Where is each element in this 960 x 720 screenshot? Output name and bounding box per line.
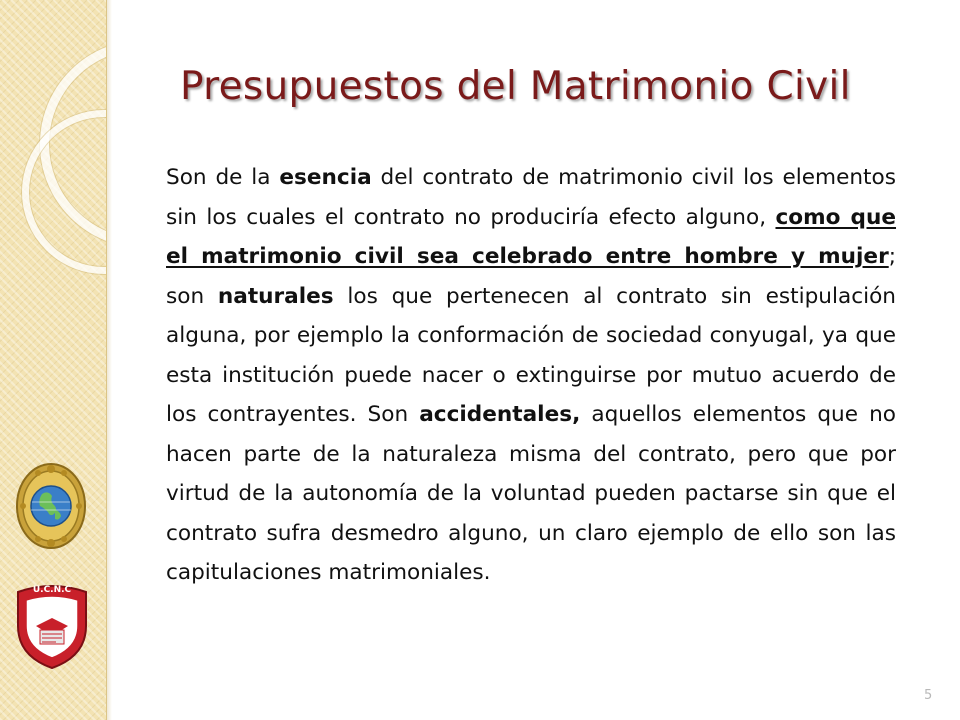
- text-run: Son de la: [166, 165, 280, 190]
- text-run: aquellos elementos que no hacen parte de la naturaleza misma del contrato, pero que por virtud de la autonomía de la voluntad pueden pactarse sin que el contrato sufra desmedro alguno, un claro ejemplo de ello son las capitulaciones matrimoniales.: [166, 402, 896, 585]
- bold-term-accidentales: accidentales,: [419, 402, 581, 427]
- text-run: ; son: [166, 244, 896, 309]
- bold-term-naturales: naturales: [217, 283, 334, 309]
- body-paragraph: [166, 158, 896, 593]
- slide-title: Presupuestos del Matrimonio Civil: [180, 64, 851, 109]
- text-run: los que pertenecen al contrato sin estipulación alguna, por ejemplo la conformación de sociedad conyugal, ya que esta institución puede nacer o extinguirse por mutuo acuerdo de los contrayentes. Son: [166, 283, 896, 427]
- globe-emblem-icon: [14, 460, 88, 552]
- university-shield-icon: [12, 578, 92, 670]
- side-band-shadow: [106, 0, 112, 720]
- underlined-example: como que el matrimonio civil sea celebrado entre hombre y mujer: [166, 204, 897, 269]
- bold-term-esencia: esencia: [279, 165, 372, 190]
- text-run: del contrato de matrimonio civil los elementos sin los cuales el contrato no produciría efecto alguno,: [166, 165, 896, 230]
- page-number: 5: [924, 688, 933, 703]
- shield-text: U.C.N.C: [32, 585, 72, 595]
- decorative-ring: [22, 110, 107, 274]
